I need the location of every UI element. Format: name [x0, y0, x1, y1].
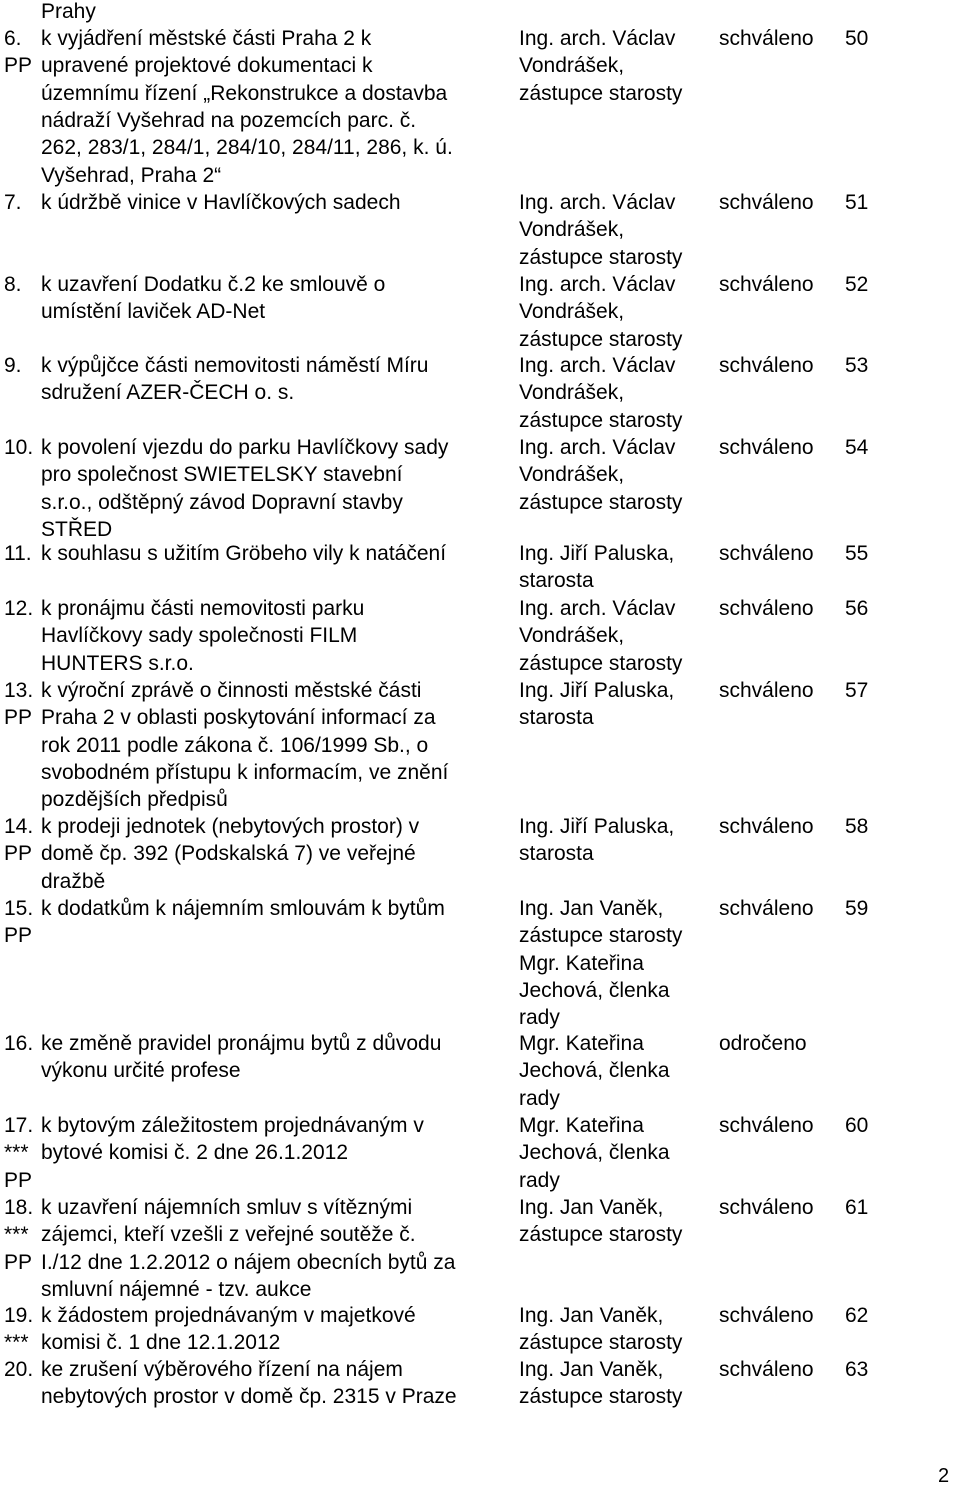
row-result: schváleno: [719, 354, 814, 377]
header-fragment: Prahy: [41, 0, 96, 23]
row-result: schváleno: [719, 27, 814, 50]
row-resolution-number: 62: [845, 1304, 869, 1327]
row-proposer-line: Ing. Jiří Paluska,: [519, 542, 675, 565]
row-proposer-line: Mgr. Kateřina: [519, 951, 644, 975]
row-subject-line: k údržbě vinice v Havlíčkových sadech: [41, 191, 401, 214]
row-result: schváleno: [719, 897, 814, 920]
row-proposer-line: zástupce starosty: [519, 651, 683, 675]
row-resolution-number: 54: [845, 436, 869, 459]
row-resolution-number: 58: [845, 815, 869, 838]
row-resolution-number: 52: [845, 273, 869, 296]
row-proposer-line: Vondrášek,: [519, 218, 625, 242]
row-subject-line: k uzavření nájemních smluv s vítěznými: [41, 1196, 413, 1219]
row-number: 10.: [4, 436, 34, 459]
row-subject-line: domě čp. 392 (Podskalská 7) ve veřejné: [41, 842, 416, 866]
row-proposer-line: Ing. Jan Vaněk,: [519, 897, 664, 920]
row-number: ***: [4, 1331, 29, 1355]
row-number: 12.: [4, 597, 34, 620]
row-subject-line: bytové komisi č. 2 dne 26.1.2012: [41, 1141, 349, 1165]
row-subject-line: svobodném přístupu k informacím, ve znění: [41, 760, 449, 784]
row-subject-line: nebytových prostor v domě čp. 2315 v Praze: [41, 1385, 457, 1409]
row-number: 20.: [4, 1358, 34, 1381]
row-subject-line: I./12 dne 1.2.2012 o nájem obecních bytů za: [41, 1250, 456, 1274]
row-resolution-number: 57: [845, 679, 869, 702]
row-number: 7.: [4, 191, 22, 214]
row-proposer-line: Ing. arch. Václav: [519, 191, 676, 214]
row-result: schváleno: [719, 1114, 814, 1137]
row-proposer-line: Jechová, členka: [519, 1059, 670, 1083]
row-subject-line: nádraží Vyšehrad na pozemcích parc. č.: [41, 108, 417, 132]
row-number: 18.: [4, 1196, 34, 1219]
row-subject-line: k prodeji jednotek (nebytových prostor) v: [41, 815, 420, 838]
row-subject-line: zájemci, kteří vzešli z veřejné soutěže č.: [41, 1223, 416, 1247]
row-subject-line: HUNTERS s.r.o.: [41, 651, 194, 675]
row-number: 8.: [4, 273, 22, 296]
row-proposer-line: Jechová, členka: [519, 1141, 670, 1165]
row-number: 16.: [4, 1032, 34, 1055]
row-number: PP: [4, 1250, 33, 1274]
row-subject-line: k uzavření Dodatku č.2 ke smlouvě o: [41, 273, 386, 296]
row-result: schváleno: [719, 542, 814, 565]
row-subject-line: Havlíčkovy sady společnosti FILM: [41, 624, 358, 648]
row-number: ***: [4, 1141, 29, 1165]
row-proposer-line: Ing. Jiří Paluska,: [519, 815, 675, 838]
row-subject-line: k výroční zprávě o činnosti městské části: [41, 679, 422, 702]
row-result: schváleno: [719, 273, 814, 296]
row-subject-line: ke zrušení výběrového řízení na nájem: [41, 1358, 403, 1381]
row-subject-line: ke změně pravidel pronájmu bytů z důvodu: [41, 1032, 442, 1055]
row-proposer-line: zástupce starosty: [519, 924, 683, 948]
row-number: 19.: [4, 1304, 34, 1327]
row-proposer-line: rady: [519, 1006, 560, 1030]
row-subject-line: s.r.o., odštěpný závod Dopravní stavby: [41, 490, 403, 514]
row-subject-line: umístění laviček AD-Net: [41, 300, 266, 324]
row-resolution-number: 61: [845, 1196, 869, 1219]
row-proposer-line: starosta: [519, 706, 594, 730]
row-proposer-line: rady: [519, 1168, 560, 1192]
row-number: PP: [4, 842, 33, 866]
row-subject-line: k povolení vjezdu do parku Havlíčkovy sady: [41, 436, 449, 459]
row-subject-line: STŘED: [41, 517, 113, 541]
row-result: schváleno: [719, 597, 814, 620]
row-subject-line: územnímu řízení „Rekonstrukce a dostavba: [41, 81, 448, 105]
row-proposer-line: Ing. arch. Václav: [519, 273, 676, 296]
row-subject-line: Vyšehrad, Praha 2“: [41, 163, 222, 187]
row-result: schváleno: [719, 436, 814, 459]
row-proposer-line: Mgr. Kateřina: [519, 1032, 644, 1055]
row-subject-line: komisi č. 1 dne 12.1.2012: [41, 1331, 281, 1355]
row-subject-line: 262, 283/1, 284/1, 284/10, 284/11, 286, k. ú.: [41, 136, 453, 160]
row-subject-line: k souhlasu s užitím Gröbeho vily k natáčení: [41, 542, 447, 565]
row-proposer-line: Ing. arch. Václav: [519, 354, 676, 377]
row-number: ***: [4, 1223, 29, 1247]
row-proposer-line: Vondrášek,: [519, 624, 625, 648]
row-subject-line: smluvní nájemné - tzv. aukce: [41, 1277, 312, 1301]
row-resolution-number: 59: [845, 897, 869, 920]
row-resolution-number: 63: [845, 1358, 869, 1381]
row-proposer-line: zástupce starosty: [519, 327, 683, 351]
row-subject-line: k bytovým záležitostem projednávaným v: [41, 1114, 424, 1137]
row-proposer-line: zástupce starosty: [519, 1223, 683, 1247]
row-subject-line: rok 2011 podle zákona č. 106/1999 Sb., o: [41, 733, 429, 757]
row-subject-line: k dodatkům k nájemním smlouvám k bytům: [41, 897, 445, 920]
row-number: 17.: [4, 1114, 34, 1137]
row-proposer-line: zástupce starosty: [519, 1385, 683, 1409]
row-subject-line: upravené projektové dokumentaci k: [41, 54, 373, 78]
row-result: schváleno: [719, 1358, 814, 1381]
row-subject-line: k výpůjčce části nemovitosti náměstí Míru: [41, 354, 429, 377]
row-result: schváleno: [719, 191, 814, 214]
row-proposer-line: Ing. Jiří Paluska,: [519, 679, 675, 702]
row-proposer-line: Vondrášek,: [519, 300, 625, 324]
row-subject-line: Praha 2 v oblasti poskytování informací za: [41, 706, 436, 730]
row-resolution-number: 53: [845, 354, 869, 377]
row-result: schváleno: [719, 1196, 814, 1219]
row-proposer-line: zástupce starosty: [519, 408, 683, 432]
page-number: 2: [938, 1465, 950, 1487]
row-proposer-line: Ing. arch. Václav: [519, 27, 676, 50]
row-number: PP: [4, 54, 33, 78]
row-resolution-number: 60: [845, 1114, 869, 1137]
row-result: schváleno: [719, 815, 814, 838]
row-subject-line: pro společnost SWIETELSKY stavební: [41, 463, 403, 487]
row-proposer-line: rady: [519, 1086, 560, 1110]
row-resolution-number: 51: [845, 191, 869, 214]
row-subject-line: k žádostem projednávaným v majetkové: [41, 1304, 416, 1327]
row-number: PP: [4, 924, 33, 948]
row-number: 6.: [4, 27, 22, 50]
row-proposer-line: Vondrášek,: [519, 381, 625, 405]
row-resolution-number: 55: [845, 542, 869, 565]
row-resolution-number: 50: [845, 27, 869, 50]
row-proposer-line: zástupce starosty: [519, 81, 683, 105]
row-proposer-line: Vondrášek,: [519, 54, 625, 78]
row-proposer-line: Vondrášek,: [519, 463, 625, 487]
row-result: schváleno: [719, 679, 814, 702]
row-proposer-line: Ing. Jan Vaněk,: [519, 1304, 664, 1327]
row-proposer-line: Ing. Jan Vaněk,: [519, 1196, 664, 1219]
row-proposer-line: starosta: [519, 569, 594, 593]
row-number: 15.: [4, 897, 34, 920]
row-proposer-line: zástupce starosty: [519, 245, 683, 269]
row-subject-line: k pronájmu části nemovitosti parku: [41, 597, 365, 620]
row-proposer-line: Ing. Jan Vaněk,: [519, 1358, 664, 1381]
row-number: 14.: [4, 815, 34, 838]
row-number: 13.: [4, 679, 34, 702]
row-result: schváleno: [719, 1304, 814, 1327]
row-subject-line: dražbě: [41, 869, 106, 893]
row-proposer-line: Ing. arch. Václav: [519, 597, 676, 620]
row-resolution-number: 56: [845, 597, 869, 620]
row-proposer-line: zástupce starosty: [519, 1331, 683, 1355]
row-proposer-line: starosta: [519, 842, 594, 866]
row-proposer-line: Ing. arch. Václav: [519, 436, 676, 459]
row-number: 9.: [4, 354, 22, 377]
row-subject-line: sdružení AZER-ČECH o. s.: [41, 381, 295, 405]
row-number: PP: [4, 1168, 33, 1192]
row-proposer-line: Jechová, členka: [519, 978, 670, 1002]
row-number: 11.: [4, 542, 32, 565]
row-subject-line: k vyjádření městské části Praha 2 k: [41, 27, 372, 50]
row-number: PP: [4, 706, 33, 730]
row-subject-line: pozdějších předpisů: [41, 788, 228, 812]
row-result: odročeno: [719, 1032, 807, 1055]
row-proposer-line: zástupce starosty: [519, 490, 683, 514]
row-proposer-line: Mgr. Kateřina: [519, 1114, 644, 1137]
row-subject-line: výkonu určité profese: [41, 1059, 241, 1083]
